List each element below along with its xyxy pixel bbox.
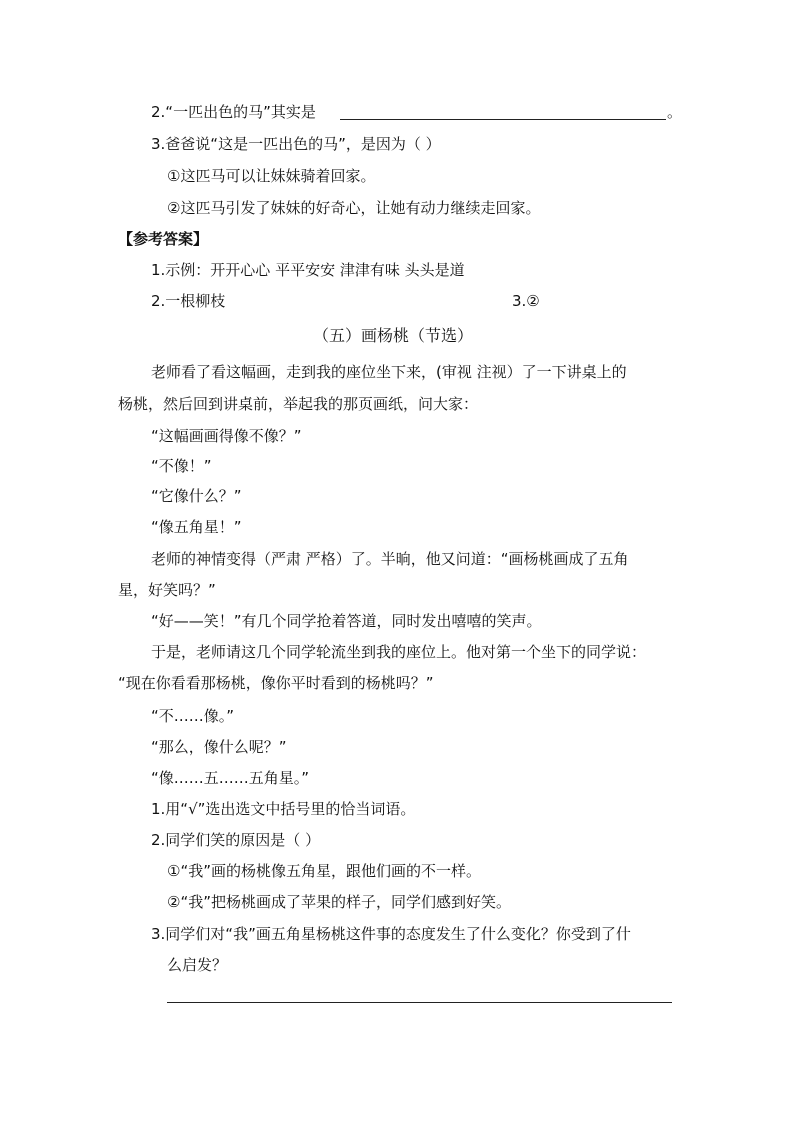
answer-2: 2.一根柳枝 xyxy=(151,292,226,310)
question-2-option-2: ②“我”把杨桃画成了苹果的样子，同学们感到好笑。 xyxy=(167,893,511,911)
dialogue-line: “这幅画画得像不像？” xyxy=(151,427,302,445)
question-3-option-1: ①这匹马可以让妹妹骑着回家。 xyxy=(167,167,376,185)
passage-paragraph-3: “好——笑！”有几个同学抢着答道，同时发出嘻嘻的笑声。 xyxy=(151,612,542,630)
question-2-prefix: 2.“一匹出色的马”其实是 xyxy=(151,103,316,121)
question-2: 2.同学们笑的原因是（ ） xyxy=(151,831,321,849)
dialogue-line: “不像！” xyxy=(151,457,212,475)
passage-paragraph-1-line-2: 杨桃，然后回到讲桌前，举起我的那页画纸，问大家： xyxy=(118,395,479,413)
question-3-line-2: 么启发？ xyxy=(167,956,228,974)
answer-1: 1.示例：开开心心 平平安安 津津有味 头头是道 xyxy=(151,261,465,279)
question-3-line-1: 3.同学们对“我”画五角星杨桃这件事的态度发生了什么变化？你受到了什 xyxy=(151,925,631,943)
dialogue-line: “像……五……五角星。” xyxy=(151,769,310,787)
question-3-option-2: ②这匹马引发了妹妹的好奇心，让她有动力继续走回家。 xyxy=(167,199,541,217)
passage-paragraph-4-line-2: “现在你看看那杨桃，像你平时看到的杨桃吗？” xyxy=(118,674,434,692)
passage-title: （五）画杨桃（节选） xyxy=(313,326,474,345)
answer-blank-line xyxy=(340,118,666,120)
dialogue-line: “不……像。” xyxy=(151,707,235,725)
passage-paragraph-2-line-1: 老师的神情变得（严肃 严格）了。半晌，他又问道：“画杨桃画成了五角 xyxy=(151,550,629,568)
dialogue-line: “那么，像什么呢？” xyxy=(151,738,287,756)
passage-paragraph-1-line-1: 老师看了看这幅画，走到我的座位坐下来，(审视 注视）了一下讲桌上的 xyxy=(151,363,627,381)
answer-3: 3.② xyxy=(512,292,540,310)
question-1: 1.用“√”选出选文中括号里的恰当词语。 xyxy=(151,800,416,818)
question-3: 3.爸爸说“这是一匹出色的马”，是因为（ ） xyxy=(151,135,441,153)
answer-header: 【参考答案】 xyxy=(118,230,209,248)
answer-blank-line xyxy=(167,1001,672,1003)
passage-paragraph-2-line-2: 星，好笑吗？” xyxy=(118,581,216,599)
dialogue-line: “它像什么？” xyxy=(151,487,242,505)
question-2-suffix: 。 xyxy=(667,103,683,121)
passage-paragraph-4-line-1: 于是，老师请这几个同学轮流坐到我的座位上。他对第一个坐下的同学说： xyxy=(151,643,647,661)
question-2-option-1: ①“我”画的杨桃像五角星，跟他们画的不一样。 xyxy=(167,862,481,880)
dialogue-line: “像五角星！” xyxy=(151,518,242,536)
